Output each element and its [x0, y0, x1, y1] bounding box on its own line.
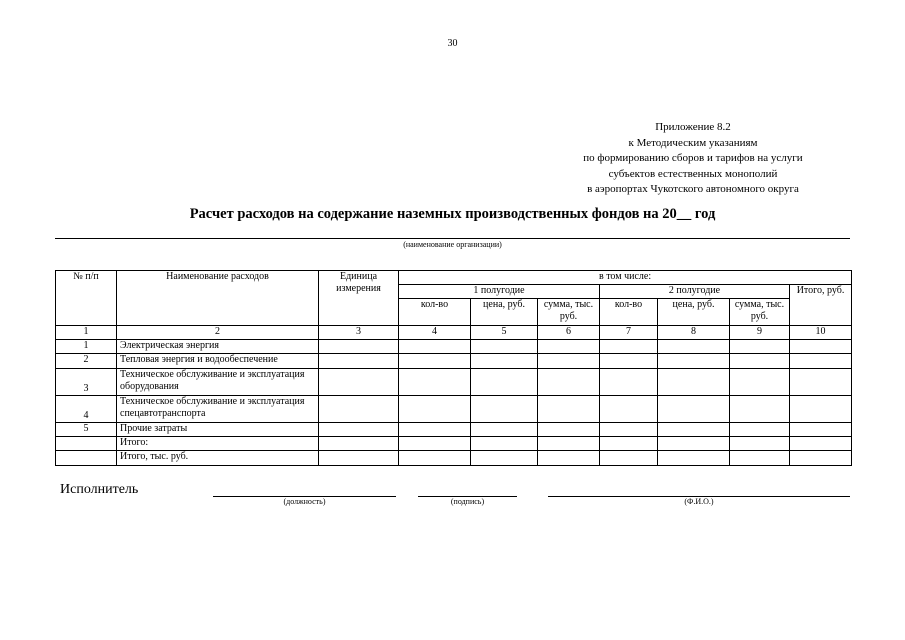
column-number: 5 — [471, 326, 538, 340]
cell[interactable] — [319, 423, 399, 437]
row-num: 4 — [56, 396, 117, 423]
cell[interactable] — [730, 396, 790, 423]
cell[interactable] — [658, 340, 730, 354]
cell[interactable] — [600, 340, 658, 354]
header-qty: кол-во — [399, 299, 471, 326]
header-name: Наименование расходов — [117, 271, 319, 326]
cell[interactable] — [319, 340, 399, 354]
column-number: 1 — [56, 326, 117, 340]
document-title: Расчет расходов на содержание наземных производственных фондов на 20__ год — [189, 206, 716, 222]
header-price: цена, руб. — [658, 299, 730, 326]
row-name: Прочие затраты — [117, 423, 319, 437]
cell[interactable] — [600, 354, 658, 369]
cell[interactable] — [399, 396, 471, 423]
organization-caption: (наименование организации) — [403, 240, 502, 249]
fio-caption: (Ф.И.О.) — [684, 497, 714, 506]
cell[interactable] — [399, 451, 471, 466]
executor-label: Исполнитель — [60, 482, 139, 497]
cell[interactable] — [399, 437, 471, 451]
row-num: 3 — [56, 369, 117, 396]
cell[interactable] — [471, 396, 538, 423]
cell[interactable] — [471, 451, 538, 466]
row-num — [56, 437, 117, 451]
cell[interactable] — [319, 369, 399, 396]
column-numbers-row — [56, 326, 852, 340]
cell[interactable] — [600, 396, 658, 423]
cell[interactable] — [730, 423, 790, 437]
cell[interactable] — [600, 451, 658, 466]
table-row — [56, 340, 852, 354]
cell[interactable] — [471, 340, 538, 354]
appendix-note — [543, 120, 843, 198]
column-number: 6 — [538, 326, 600, 340]
cell[interactable] — [399, 340, 471, 354]
row-name: Техническое обслуживание и эксплуатация оборудования — [117, 369, 319, 396]
cell[interactable] — [471, 437, 538, 451]
header-num: № п/п — [56, 271, 117, 326]
table-row — [56, 423, 852, 437]
appendix-line: субъектов естественных монополий — [608, 167, 778, 180]
table-row — [56, 437, 852, 451]
expenses-table — [55, 270, 852, 466]
cell[interactable] — [399, 423, 471, 437]
cell[interactable] — [319, 437, 399, 451]
cell[interactable] — [658, 451, 730, 466]
table-row — [56, 451, 852, 466]
cell[interactable] — [730, 369, 790, 396]
cell[interactable] — [538, 451, 600, 466]
cell[interactable] — [399, 354, 471, 369]
table-row — [56, 354, 852, 369]
position-caption: (должность) — [283, 497, 326, 506]
header-sum: сумма, тыс. руб. — [538, 299, 600, 326]
column-number: 3 — [319, 326, 399, 340]
cell[interactable] — [730, 340, 790, 354]
cell[interactable] — [600, 369, 658, 396]
cell[interactable] — [658, 437, 730, 451]
cell[interactable] — [538, 369, 600, 396]
cell[interactable] — [538, 340, 600, 354]
row-name: Техническое обслуживание и эксплуатация спецавтотранспорта — [117, 396, 319, 423]
column-number: 7 — [600, 326, 658, 340]
cell[interactable] — [471, 423, 538, 437]
column-number: 2 — [117, 326, 319, 340]
row-num: 1 — [56, 340, 117, 354]
header-qty: кол-во — [600, 299, 658, 326]
cell[interactable] — [538, 423, 600, 437]
cell[interactable] — [319, 396, 399, 423]
row-name: Тепловая энергия и водообеспечение — [117, 354, 319, 369]
header-half1: 1 полугодие — [399, 285, 600, 299]
cell[interactable] — [730, 437, 790, 451]
row-num: 2 — [56, 354, 117, 369]
cell[interactable] — [658, 423, 730, 437]
column-number: 4 — [399, 326, 471, 340]
appendix-line: к Методическим указаниям — [628, 136, 758, 149]
cell[interactable] — [730, 451, 790, 466]
cell[interactable] — [600, 423, 658, 437]
row-num — [56, 451, 117, 466]
column-number: 10 — [790, 326, 852, 340]
column-number: 8 — [658, 326, 730, 340]
header-total: Итого, руб. — [790, 285, 852, 326]
cell[interactable] — [658, 396, 730, 423]
table-row — [56, 369, 852, 396]
appendix-line: в аэропортах Чукотского автономного округа — [587, 183, 799, 195]
organization-name-line[interactable] — [55, 238, 850, 239]
cell[interactable] — [730, 354, 790, 369]
appendix-line: Приложение 8.2 — [655, 121, 731, 133]
cell[interactable] — [790, 451, 852, 466]
appendix-line: по формированию сборов и тарифов на услуги — [583, 152, 803, 164]
cell[interactable] — [658, 369, 730, 396]
cell[interactable] — [538, 437, 600, 451]
table-row — [56, 396, 852, 423]
row-name: Электрическая энергия — [117, 340, 319, 354]
column-number: 9 — [730, 326, 790, 340]
header-including: в том числе: — [399, 271, 852, 285]
cell[interactable] — [790, 437, 852, 451]
header-half2: 2 полугодие — [600, 285, 790, 299]
cell[interactable] — [790, 340, 852, 354]
cell[interactable] — [471, 369, 538, 396]
cell[interactable] — [538, 354, 600, 369]
row-name: Итого: — [117, 437, 319, 451]
cell[interactable] — [790, 396, 852, 423]
row-num: 5 — [56, 423, 117, 437]
header-price: цена, руб. — [471, 299, 538, 326]
header-row — [56, 271, 852, 285]
cell[interactable] — [658, 354, 730, 369]
cell[interactable] — [790, 369, 852, 396]
row-name: Итого, тыс. руб. — [117, 451, 319, 466]
page-number: 30 — [447, 38, 458, 49]
signature-caption: (подпись) — [450, 497, 485, 506]
cell[interactable] — [600, 437, 658, 451]
cell[interactable] — [319, 354, 399, 369]
cell[interactable] — [471, 354, 538, 369]
cell[interactable] — [790, 423, 852, 437]
cell[interactable] — [538, 396, 600, 423]
cell[interactable] — [319, 451, 399, 466]
header-sum: сумма, тыс. руб. — [730, 299, 790, 326]
header-unit: Единица измерения — [319, 271, 399, 326]
cell[interactable] — [790, 354, 852, 369]
cell[interactable] — [399, 369, 471, 396]
